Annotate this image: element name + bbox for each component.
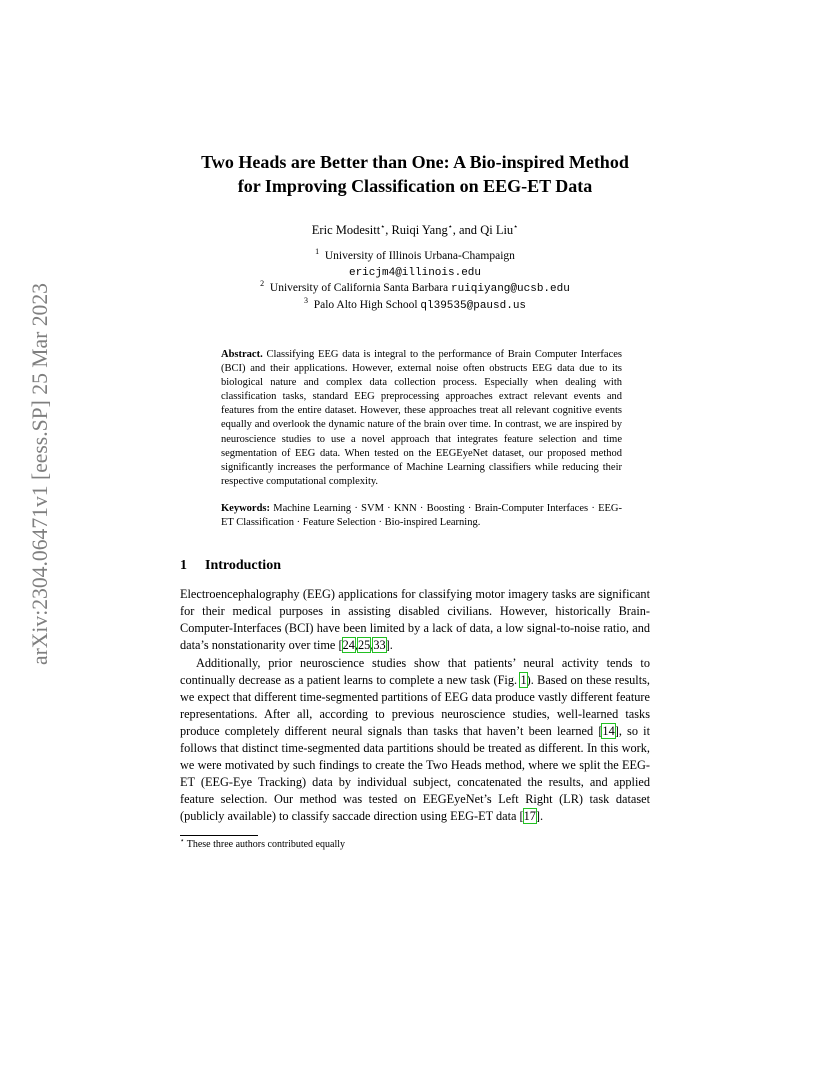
citation-link[interactable] (602, 724, 614, 738)
footnote (180, 839, 650, 850)
citation-link[interactable] (373, 638, 385, 652)
keywords (221, 502, 622, 530)
arxiv-stamp-text: arXiv:2304.06471v1 [eess.SP] 25 Mar 2023 (27, 280, 52, 665)
footnote-mark: ⋆ (180, 837, 185, 846)
author-separator: , and (452, 223, 481, 237)
citation-number: 24 (342, 638, 355, 653)
paper-page (180, 150, 650, 850)
affiliation-2 (180, 281, 650, 298)
paper-title (180, 150, 650, 198)
footnote-rule (180, 835, 258, 836)
affiliations (180, 249, 650, 314)
paragraph (180, 655, 650, 826)
affiliation-name: Palo Alto High School (313, 298, 418, 311)
affiliation-1 (180, 249, 650, 265)
author-1: Eric Modesitt (311, 223, 381, 237)
citation-number: 17 (523, 809, 536, 824)
affiliation-email[interactable]: ql39535@pausd.us (420, 299, 527, 312)
affiliation-name: University of Illinois Urbana-Champaign (324, 250, 515, 262)
arxiv-stamp-svg (20, 280, 56, 665)
citation-number: 33 (373, 638, 386, 653)
author-mark: ⋆ (447, 221, 453, 231)
paragraph-text: ). Based on these results, we expect that different time-segmented partitions of EEG data produce vastly different feature representations. After all, according to previous neuroscience studies, well-learned tasks produce completely different neural signals than tasks that haven’t been learned [ (180, 672, 650, 738)
abstract-text: Classifying EEG data is integral to the performance of Brain Computer Interfaces (BCI) and their applications. However, external noise often obstructs EEG data due to its biological nature and complex data collection process. Especially when dealing with classification tasks, standard EEG preprocessing approaches extract relevant events and features from the entire dataset. However, these approaches treat all relevant cognitive events equally and overlook the dynamic nature of the brain over time. In contrast, we are inspired by neuroscience studies to use a novel approach that integrates feature selection and time segmentation of EEG data. When tested on the EEGEyeNet dataset, our proposed method significantly increases the performance of Machine Learning classifiers while reducing their respective computational complexity. (221, 349, 622, 487)
introduction-body (180, 586, 650, 825)
paragraph-text: ]. (385, 638, 393, 653)
paragraph-text: ]. (535, 809, 544, 824)
title-line-2: for Improving Classification on EEG-ET Data (237, 176, 593, 196)
figure-number: 1 (520, 672, 527, 687)
citation-number: 14 (602, 723, 615, 738)
affiliation-3 (180, 295, 650, 315)
citation-link[interactable] (358, 638, 370, 652)
paragraph-text: Additionally, prior neuroscience studies show that patients’ neural activity tends to continually decrease as a patient learns to complete a new task (Fig. (180, 655, 650, 687)
citation-link[interactable] (524, 809, 536, 823)
affiliation-email[interactable]: ruiqiyang@ucsb.edu (451, 283, 570, 295)
paragraph-text: Electroencephalography (EEG) applications for classifying motor imagery tasks are significant for their medical purposes in assisting disabled civilians. However, historically Brain-Computer-Interfaces (BCI) have been limited by a lack of data, a low signal-to-noise ratio, and data’s nonstationarity over time [ (180, 587, 650, 653)
citation-number: 25 (357, 638, 371, 653)
author-2: Ruiqi Yang (391, 223, 448, 237)
affiliation-email[interactable]: ericjm4@illinois.edu (348, 266, 482, 279)
author-3: Qi Liu (480, 223, 514, 237)
affiliation-number: 2 (260, 279, 265, 289)
paragraph-text: ], so it follows that distinct time-segmented data partitions should be treated as different. In this work, we were motivated by such findings to create the Two Heads method, where we split the EEG-ET (EEG-Eye Tracking) data by individual subject, concatenated the results, and applied feature selection. Our method was tested on EEGEyeNet’s Left Right (LR) task dataset (publicly available) to classify saccade direction using EEG-ET data [ (180, 723, 650, 824)
author-separator: , (385, 223, 392, 237)
keywords-text: Machine Learning · SVM · KNN · Boosting · Brain-Computer Interfaces · EEG-ET Classification · Feature Selection · Bio-inspired Learning. (221, 502, 622, 529)
author-mark: ⋆ (380, 221, 386, 231)
affiliation-name: University of California Santa Barbara (269, 282, 449, 294)
section-heading (180, 558, 650, 574)
footnote-text: These three authors contributed equally (186, 839, 345, 851)
affiliation-1-email-line (180, 265, 650, 282)
author-mark: ⋆ (513, 221, 519, 231)
arxiv-stamp (20, 280, 56, 665)
title-line-1: Two Heads are Better than One: A Bio-inspired Method (201, 152, 629, 172)
abstract (221, 348, 622, 489)
affiliation-number: 3 (303, 295, 308, 305)
keywords-label: Keywords: (221, 502, 270, 514)
affiliation-number: 1 (315, 247, 320, 257)
citation-link[interactable] (343, 638, 355, 652)
section-title: Introduction (205, 558, 281, 574)
paragraph: Electroencephalography (EEG) applications for classifying motor imagery tasks are significant for their medical purposes in assisting disabled civilians. However, historically Brain-Computer-Interfaces (BCI) have been limited by a lack of data, a low signal-to-noise ratio, and data’s nonstationarity over time [24,25,33]. (180, 587, 650, 653)
abstract-label: Abstract. (221, 349, 263, 360)
author-list (180, 223, 650, 238)
section-number: 1 (180, 558, 187, 574)
